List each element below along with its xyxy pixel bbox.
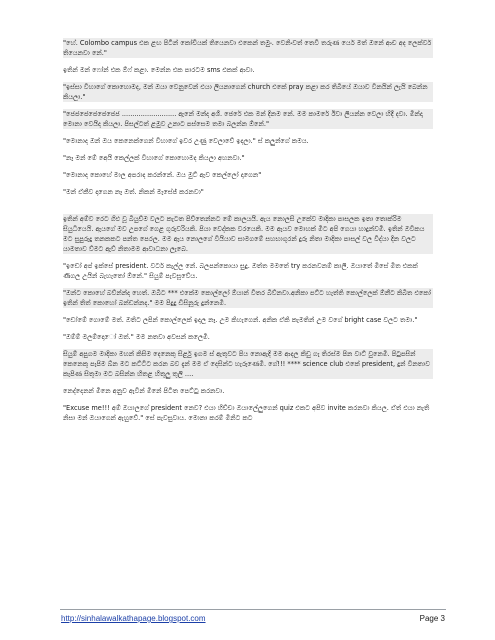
page-content — [63, 38, 433, 430]
paragraph: "ඔම්ම් මලම්දොෝ ඔත්." මම නතවා අවසන් කලෙමි. — [63, 333, 210, 341]
footer-divider — [60, 609, 446, 610]
paragraph: "ජෙජජෙජෙජෙජෙජ .......................... ඇනේ මන්ද අශී. ජෙරේ එක මන් දිනම නේ. මම කාමරේ ඊවා ලියන්න වෙලා හිදී දවා. මින්දා මොනා වෙයිද කියලා. පිසල්ටත් ළමුව උනාට පස්සෙම තමා බලන්න ඕනේ." — [63, 109, 433, 129]
section-gap — [63, 204, 433, 214]
paragraph: "ඩෝමේ ගොමේ මත්. ඔතිට ලපින් කොල්ලෙක් ඉදල නෑ. උම කිහැගෙන්. අනික ඒකි කැමතින් උම වගේ bright case වලට තමා." — [63, 316, 418, 324]
footer-blog-link[interactable]: http://sinhalawalkathapage.blogspot.com — [61, 614, 206, 623]
paragraph: නෙද්දෙනන් මිනෙ අනුව ඇවින් මිනේ පිටිත පෙට්ටු කරනවා. — [63, 387, 225, 395]
paragraph: "මොනාද ඔන් ඔය කෙනෙක්ගෙන් විහාගේ ඉවර උණු වෙලාවේ ඉදලා." ස් කලුන්ගේ කමය. — [63, 137, 309, 145]
paragraph: ඉතින් අම්ව රෙට ගිළු වූ බියුච්ම වලට කැටත පිව්තෙන්නට මේ කාලයයි. ඇය නොලසි උකේව මාදිකා පාසලක ඉතා තොක්රිම සියුධියෙයි. ඇයගේ මව උපගේ ගෙළ ගුරුවරියකි. පියා වෙද්කක වරයෙකි. මම ඇයව මොහක් මිට අපි ගෙයා හාදුන්වමී. ඉතින් ඔවිකය මට සුපුරුදු තනකකට පන්ත පෙරල. මම ඇය නොලගේ වියියාව සාමගමේ සහභාගුරන් දුරු නිතා මාදිකා පාසල් වල විද්යා දින වලට යාමතාව ව්මට ඇව් නිතාමම ආවාධනා ලැබෙ. — [63, 214, 433, 254]
paragraph: "හේ. Colombo campus එක ළඟ පිටින් කෝචියක් තියෙනවා එකෙන් තමුං. වෙනිංවත් තෙවි තරුණ යෙර් මත් ඔනේ ආච අද ලෙක්වර් තියෙනවා නේ." — [63, 39, 432, 57]
paragraph: "මොනාද කොහේ මාල අපරාද කරන්නේ. ඔය මුට් ඇව කෙල්ලෝ දාගෙන" — [63, 171, 262, 179]
paragraph: "මන් ඒකීව දාගෙන නෑ ඔත්. නිකන් මැසේජ් කරනවා" — [63, 188, 204, 196]
paragraph: සියුම් අපුගම මාදිකා මහන් කිසිම දෙනෙකු සිර්ළු ඉගම ස් ඇතුවට පිය නොඇදි මම ආදල කිඩු ගැ තිරස්ම පින වාට් වුනෙමි. පිටුපසින් කෙනෙකු පැපිම බ්න මට කට්ටිට කරන බව දැන් මම ඒ දෙසින්ට හැරුණෙමි. ගේ!!! **** science club එකේ president, දුන් විනතාව කැපිණ සිතුමා මට බසින්න හිතළ හිතුලු තුලි .... — [63, 349, 433, 379]
paragraph: ඉතින් මන් ෆෝන් එක ඕෆ් කළා. මෙන්න එක පාරටම sms එකක් ආවා. — [63, 66, 255, 74]
page-number: Page 3 — [419, 614, 445, 623]
paragraph: "Excuse me!!! අම් ඔයාලගේ president නෙව? එයා හිච්චා ඔයාලේලුගෙන් quiz එකට අපිව invite කරනවා කියල. ඒත් එයා නැති නිසා මන් ඔයාගෙන් ඇහුවේ." සේ පැවසුවාය. මොනා කරම් මිනිට කට — [63, 404, 430, 422]
paragraph: "ඉස්සා විහාගේ කොහොමද, මන් ඔයා වෙනුවෙන් එයා ලියනාගෙන් church එකේ pray කළා කර තිබියේ ඔයාව විනයින් ලැයි බෙන්න කියලා." — [63, 82, 433, 102]
paragraph: "නෑ මන් මේ අෙයි කෙල්ලක් විහාගේ කොහොමද කියලා අහනවා." — [63, 154, 245, 162]
paragraph: "ඔන්ට කොහේ බව්න්න්ද හෙත්. ඔබිට *** එකේම කොල්ලෝ ඕයාන් විතර බිව්නවා.අනිකා පට්ට හැත්ති කොල්ලෙක් ඕනීට කිබිත එකෝ ඉතින් තිත් කොහෝ බන්ඩන්නද." මම පිදුදු ඩිසිනූරු දුන්නෙමි. — [63, 288, 433, 308]
paragraph: "ඉඩෝ අප් ඉක්සේ president. වර්ට කැල්ල නේ. බලපන්කොයා සුදු. ඔත්ත මමතේ try කරනවනම් කාලි. ඔයාතේ මිසේ මිත එකක් ණිගල උයින් බැහැතෝ ඕනේ." සියුම් පැවසූවේය. — [63, 262, 418, 280]
